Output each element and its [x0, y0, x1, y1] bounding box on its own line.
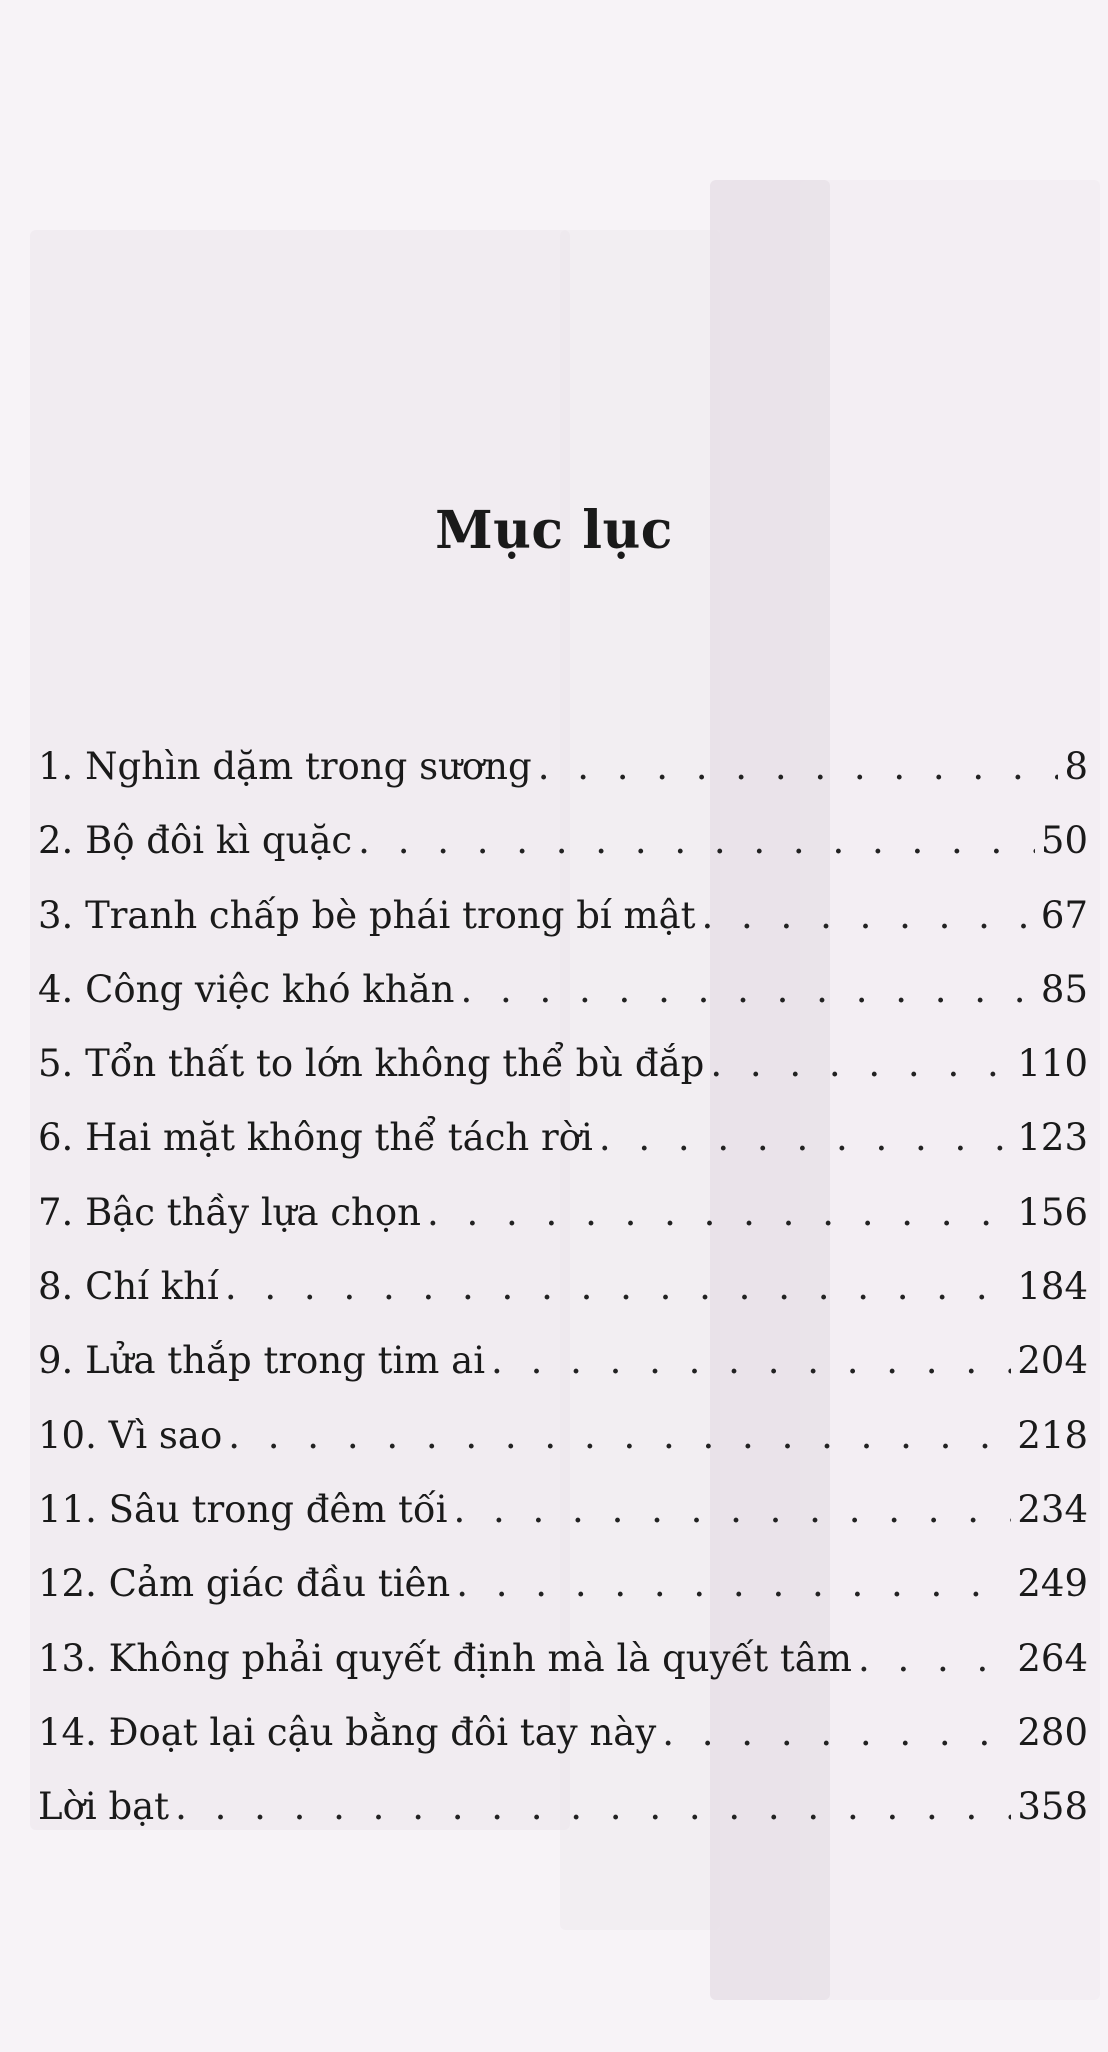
toc-entry-label: 12. Cảm giác đầu tiên — [38, 1562, 451, 1606]
toc-entry-page: 234 — [1017, 1487, 1088, 1531]
toc-entry[interactable] — [38, 1547, 1088, 1621]
toc-entry-page: 218 — [1017, 1413, 1088, 1457]
toc-entry[interactable] — [38, 804, 1088, 878]
toc-entry-page: 204 — [1017, 1339, 1088, 1383]
toc-entry-label: 6. Hai mặt không thể tách rời — [38, 1116, 593, 1160]
toc-entry[interactable] — [38, 1770, 1088, 1844]
dot-leader — [456, 1547, 1011, 1621]
toc-entry-label: 4. Công việc khó khăn — [38, 967, 455, 1011]
toc-entry[interactable] — [38, 1399, 1088, 1473]
toc-entry-page: 264 — [1017, 1636, 1088, 1680]
toc-entry-label: Lời bạt — [38, 1785, 170, 1829]
toc-entry-label: 1. Nghìn dặm trong sương — [38, 745, 532, 788]
dot-leader — [427, 1176, 1011, 1250]
toc-entry-page: 249 — [1017, 1562, 1088, 1606]
toc-entry[interactable] — [38, 1696, 1088, 1770]
dot-leader — [358, 804, 1035, 878]
toc-entry-page: 156 — [1017, 1190, 1088, 1234]
toc-entry-label: 11. Sâu trong đêm tối — [38, 1487, 448, 1531]
toc-entry[interactable] — [38, 1176, 1088, 1250]
dot-leader — [599, 1101, 1012, 1175]
toc-entry-label: 14. Đoạt lại cậu bằng đôi tay này — [38, 1710, 657, 1754]
toc-entry-page: 358 — [1017, 1785, 1088, 1829]
dot-leader — [702, 879, 1035, 953]
toc-entry-page: 123 — [1017, 1116, 1088, 1160]
toc-entry-label: 3. Tranh chấp bè phái trong bí mật — [38, 893, 696, 937]
toc-entry-page: 67 — [1040, 893, 1088, 937]
dot-leader — [453, 1473, 1011, 1547]
toc-entry-label: 9. Lửa thắp trong tim ai — [38, 1339, 486, 1383]
toc-entry-label: 8. Chí khí — [38, 1265, 219, 1309]
dot-leader — [710, 1027, 1011, 1101]
toc-entry[interactable] — [38, 1622, 1088, 1696]
page-title: Mục lục — [435, 500, 673, 561]
toc-entry[interactable] — [38, 1027, 1088, 1101]
toc-entry[interactable] — [38, 879, 1088, 953]
dot-leader — [858, 1622, 1011, 1696]
toc-entry-page: 280 — [1017, 1710, 1088, 1754]
toc-entry[interactable] — [38, 1250, 1088, 1324]
toc-entry-page: 184 — [1017, 1265, 1088, 1309]
dot-leader — [538, 730, 1059, 804]
toc-entry-page: 8 — [1064, 745, 1088, 788]
toc-entry[interactable] — [38, 1324, 1088, 1398]
toc-entry-page: 50 — [1040, 819, 1088, 863]
toc-entry[interactable] — [38, 1101, 1088, 1175]
table-of-contents — [38, 730, 1088, 1844]
toc-entry[interactable] — [38, 953, 1088, 1027]
toc-entry-page: 110 — [1017, 1042, 1088, 1086]
dot-leader — [460, 953, 1034, 1027]
toc-entry-label: 7. Bậc thầy lựa chọn — [38, 1190, 421, 1234]
toc-entry-label: 13. Không phải quyết định mà là quyết tâm — [38, 1636, 852, 1680]
dot-leader — [225, 1250, 1011, 1324]
dot-leader — [228, 1399, 1011, 1473]
dot-leader — [491, 1324, 1011, 1398]
toc-entry-page: 85 — [1040, 967, 1088, 1011]
toc-entry-label: 10. Vì sao — [38, 1413, 223, 1457]
dot-leader — [662, 1696, 1011, 1770]
toc-entry[interactable] — [38, 730, 1088, 804]
toc-entry[interactable] — [38, 1473, 1088, 1547]
toc-entry-label: 5. Tổn thất to lớn không thể bù đắp — [38, 1042, 705, 1086]
toc-entry-label: 2. Bộ đôi kì quặc — [38, 819, 353, 863]
dot-leader — [175, 1770, 1011, 1844]
